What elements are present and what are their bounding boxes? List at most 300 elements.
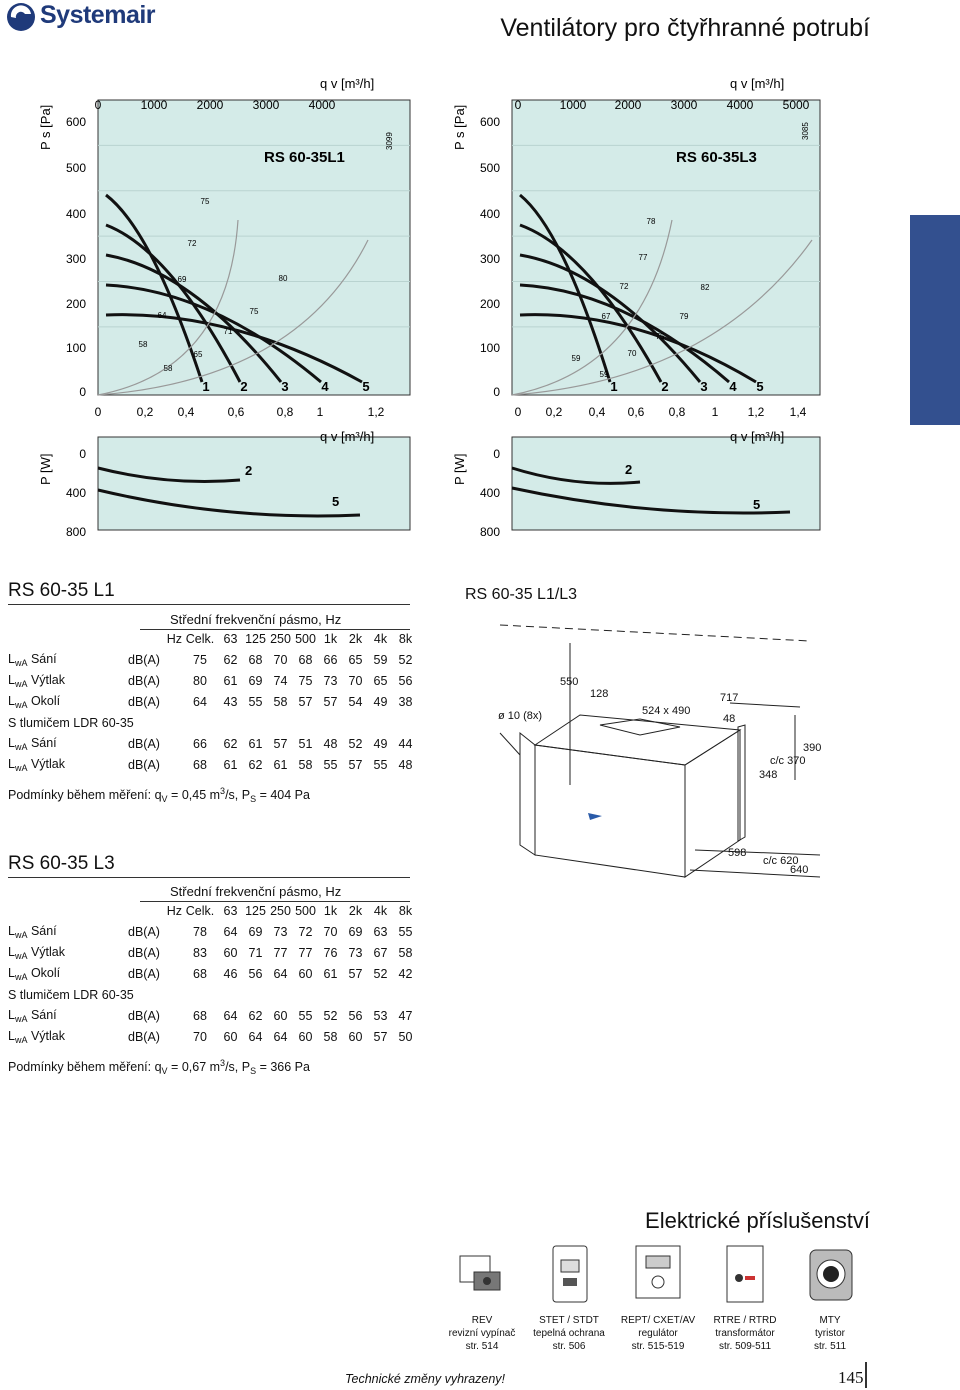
footer-note: Technické změny vyhrazeny! xyxy=(345,1372,506,1386)
value-cell: 57 xyxy=(323,694,338,709)
accessory-page-link: str. 511 xyxy=(813,1341,847,1352)
accessory-name: MTY xyxy=(819,1315,841,1326)
value-cell: 68 xyxy=(193,1008,207,1023)
value-cell: 56 xyxy=(248,966,263,981)
x-top-tick-label: 1000 xyxy=(559,98,587,112)
value-cell: 63 xyxy=(373,924,388,939)
header-cell: 63 xyxy=(223,904,238,918)
value-cell: 62 xyxy=(223,652,238,667)
efficiency-label: 78 xyxy=(646,217,656,226)
unit-cell: dB(A) xyxy=(128,694,160,709)
value-cell: 50 xyxy=(398,1029,413,1044)
y-tick-label: 400 xyxy=(479,207,500,221)
fan-curve-label: 2 xyxy=(661,379,669,394)
unit-cell: dB(A) xyxy=(128,673,160,688)
header-cell: 1k xyxy=(323,632,338,646)
table-row xyxy=(8,942,418,963)
value-cell: 57 xyxy=(373,1029,388,1044)
x-bottom-tick-label: 0,6 xyxy=(627,405,645,419)
divider xyxy=(8,877,410,878)
dimension-label: ø 10 (8x) xyxy=(498,710,543,722)
table-row xyxy=(8,649,418,670)
accessory-name: RTRE / RTRD xyxy=(713,1315,777,1326)
efficiency-label: 72 xyxy=(619,282,629,291)
value-cell: 66 xyxy=(323,652,338,667)
chart-model-title: RS 60-35L3 xyxy=(676,149,757,166)
value-cell: 55 xyxy=(248,694,263,709)
power-y-tick-label: 0 xyxy=(79,447,86,461)
fan-curve-label: 2 xyxy=(240,379,248,394)
header-cell: 4k xyxy=(373,632,388,646)
value-cell: 65 xyxy=(348,652,363,667)
power-y-tick-label: 400 xyxy=(479,486,500,500)
y-tick-label: 100 xyxy=(479,341,500,355)
value-cell: 57 xyxy=(298,694,313,709)
sound-table-l1 xyxy=(8,629,418,775)
efficiency-label: 82 xyxy=(700,283,710,292)
accessory-name: REV xyxy=(471,1315,493,1326)
efficiency-label: 69 xyxy=(177,275,187,284)
header-cell: Celk. xyxy=(185,632,215,646)
value-cell: 77 xyxy=(298,945,313,960)
row-label: $L_{wA}$ Výtlak xyxy=(8,672,65,689)
value-cell: 56 xyxy=(348,1008,363,1023)
y-axis-label: P s [Pa] xyxy=(452,104,467,150)
value-cell: 55 xyxy=(398,924,413,939)
unit-cell: dB(A) xyxy=(128,924,160,939)
chart-code: 3099 xyxy=(385,132,394,150)
value-cell: 61 xyxy=(223,673,238,688)
value-cell: 60 xyxy=(223,945,238,960)
row-label: $L_{wA}$ Sání xyxy=(8,1007,57,1024)
table-header-row xyxy=(8,901,418,921)
power-y-tick-label: 400 xyxy=(65,486,86,500)
header-cell: 1k xyxy=(323,904,338,918)
value-cell: 64 xyxy=(223,924,238,939)
value-cell: 60 xyxy=(348,1029,363,1044)
x-bottom-tick-label: 1 xyxy=(711,405,719,419)
value-cell: 71 xyxy=(248,945,263,960)
fan-curve-label: 3 xyxy=(700,379,708,394)
value-cell: 49 xyxy=(373,694,388,709)
page-number: 145 xyxy=(838,1368,864,1387)
dimension-label: 390 xyxy=(803,742,822,754)
table-row xyxy=(8,963,418,984)
accessory-page-link: str. 515-519 xyxy=(631,1341,685,1352)
header-cell: 500 xyxy=(295,904,316,918)
header-cell: 63 xyxy=(223,632,238,646)
fan-curve-label: 1 xyxy=(202,379,210,394)
efficiency-label: 59 xyxy=(571,354,581,363)
value-cell: 60 xyxy=(298,966,313,981)
value-cell: 73 xyxy=(348,945,363,960)
conditions-l1: Podmínky během měření: $q_V = 0,45$ $m^3/s$, $P_S = 404$ Pa xyxy=(8,786,310,805)
dim-line xyxy=(695,850,820,855)
value-cell: 75 xyxy=(193,652,207,667)
x-top-tick-label: 2000 xyxy=(196,98,224,112)
value-cell: 62 xyxy=(223,736,238,751)
x-bottom-tick-label: 1 xyxy=(316,405,324,419)
regulator-icon xyxy=(628,1242,688,1306)
power-y-tick-label: 800 xyxy=(479,525,500,539)
value-cell: 64 xyxy=(248,1029,263,1044)
unit-cell: dB(A) xyxy=(128,1008,160,1023)
power-x-axis-label: q v [m³/h] xyxy=(730,429,785,444)
x-top-tick-label: 5000 xyxy=(782,98,810,112)
value-cell: 62 xyxy=(248,1008,263,1023)
value-cell: 61 xyxy=(248,736,263,751)
x-top-tick-label: 1000 xyxy=(140,98,168,112)
value-cell: 70 xyxy=(348,673,363,688)
table-header-row xyxy=(8,629,418,649)
junction-box xyxy=(600,719,680,735)
value-cell: 68 xyxy=(248,652,263,667)
table-row xyxy=(8,984,418,1005)
accessory-item xyxy=(613,1242,703,1353)
accessory-name: STET / STDT xyxy=(539,1315,599,1326)
divider xyxy=(8,604,410,605)
value-cell: 60 xyxy=(273,1008,288,1023)
transformer-icon xyxy=(715,1242,775,1306)
efficiency-label: 58 xyxy=(163,364,173,373)
value-cell: 68 xyxy=(298,652,313,667)
value-cell: 70 xyxy=(323,924,338,939)
x-bottom-tick-label: 0,4 xyxy=(588,405,606,419)
power-curve-label: 5 xyxy=(332,494,340,509)
header-cell: 250 xyxy=(270,904,291,918)
thyristor-icon xyxy=(800,1242,860,1306)
dimension-label: 550 xyxy=(560,676,579,688)
fan-curve-label: 1 xyxy=(610,379,618,394)
chart-model-title: RS 60-35L1 xyxy=(264,149,345,166)
y-tick-label: 200 xyxy=(65,297,86,311)
power-x-axis-label: q v [m³/h] xyxy=(320,429,375,444)
value-cell: 52 xyxy=(323,1008,338,1023)
efficiency-label: 65 xyxy=(193,350,203,359)
fan-curve-label: 5 xyxy=(756,379,764,394)
accessory-item xyxy=(700,1242,790,1353)
value-cell: 57 xyxy=(348,757,363,772)
value-cell: 58 xyxy=(398,945,413,960)
accessory-item xyxy=(437,1242,527,1353)
x-bottom-tick-label: 1,4 xyxy=(789,405,807,419)
page-number-bar xyxy=(865,1362,867,1388)
x-top-tick-label: 0 xyxy=(514,98,522,112)
value-cell: 43 xyxy=(223,694,238,709)
fan-curve-label: 5 xyxy=(362,379,370,394)
outlet-flange xyxy=(738,725,745,841)
header-cell: 2k xyxy=(348,904,363,918)
y-tick-label: 300 xyxy=(479,252,500,266)
value-cell: 83 xyxy=(193,945,207,960)
header-cell: Hz xyxy=(166,632,182,646)
accessory-description: tepelná ochrana xyxy=(533,1328,605,1339)
accessory-page-link: str. 506 xyxy=(552,1341,586,1352)
value-cell: 60 xyxy=(298,1029,313,1044)
power-y-tick-label: 800 xyxy=(65,525,86,539)
value-cell: 64 xyxy=(273,966,288,981)
value-cell: 69 xyxy=(248,673,263,688)
value-cell: 47 xyxy=(398,1008,413,1023)
row-label: $L_{wA}$ Sání xyxy=(8,651,57,668)
header-cell: Hz xyxy=(166,904,182,918)
value-cell: 38 xyxy=(398,694,413,709)
unit-cell: dB(A) xyxy=(128,652,160,667)
y-axis-label: P s [Pa] xyxy=(38,104,53,150)
unit-cell: dB(A) xyxy=(128,945,160,960)
accessory-item xyxy=(785,1242,875,1353)
efficiency-label: 70 xyxy=(627,349,637,358)
power-plot-area xyxy=(98,437,410,530)
accessory-page-link: str. 514 xyxy=(465,1341,499,1352)
thermal-protection-icon xyxy=(539,1242,599,1306)
power-curve-label: 5 xyxy=(753,497,761,512)
unit-cell: dB(A) xyxy=(128,1029,160,1044)
airflow-arrow-icon xyxy=(588,813,602,820)
header-cell: 500 xyxy=(295,632,316,646)
x-top-tick-label: 4000 xyxy=(308,98,336,112)
value-cell: 61 xyxy=(323,966,338,981)
fan-box-front xyxy=(535,745,685,877)
power-plot-area xyxy=(512,437,820,530)
header-cell: 8k xyxy=(398,904,413,918)
section-l3-title: RS 60-35 L3 xyxy=(8,853,115,874)
efficiency-label: 77 xyxy=(638,253,648,262)
dimension-label: 598 xyxy=(728,847,747,859)
table-row xyxy=(8,712,418,733)
value-cell: 68 xyxy=(193,966,207,981)
x-top-tick-label: 3000 xyxy=(670,98,698,112)
value-cell: 52 xyxy=(348,736,363,751)
value-cell: 60 xyxy=(223,1029,238,1044)
y-tick-label: 400 xyxy=(65,207,86,221)
row-label: $L_{wA}$ Sání xyxy=(8,735,57,752)
y-tick-label: 600 xyxy=(65,115,86,129)
chart-code: 3085 xyxy=(801,122,810,140)
fan-curve-label: 4 xyxy=(321,379,329,394)
efficiency-label: 75 xyxy=(249,307,259,316)
table-row xyxy=(8,733,418,754)
x-bottom-tick-label: 0 xyxy=(514,405,522,419)
power-curve-label: 2 xyxy=(245,463,253,478)
power-y-tick-label: 0 xyxy=(493,447,500,461)
value-cell: 65 xyxy=(373,673,388,688)
header-cell: 8k xyxy=(398,632,413,646)
table-row xyxy=(8,921,418,942)
accessory-description: revizní vypínač xyxy=(448,1328,516,1339)
dimension-label: 48 xyxy=(723,713,736,725)
value-cell: 69 xyxy=(348,924,363,939)
value-cell: 55 xyxy=(323,757,338,772)
value-cell: 59 xyxy=(373,652,388,667)
power-y-axis-label: P [W] xyxy=(452,453,467,485)
row-label: $L_{wA}$ Výtlak xyxy=(8,944,65,961)
value-cell: 58 xyxy=(323,1029,338,1044)
value-cell: 78 xyxy=(193,924,207,939)
dimension-label: 128 xyxy=(590,688,609,700)
fan-curve-label: 4 xyxy=(729,379,737,394)
table-row xyxy=(8,1005,418,1026)
y-tick-label: 500 xyxy=(479,161,500,175)
x-top-tick-label: 4000 xyxy=(726,98,754,112)
value-cell: 61 xyxy=(223,757,238,772)
accessory-name: REPT/ CXET/AV xyxy=(620,1315,696,1326)
x-bottom-tick-label: 0,8 xyxy=(276,405,294,419)
efficiency-label: 58 xyxy=(138,340,148,349)
dimension-label: 524 x 490 xyxy=(642,705,691,717)
value-cell: 67 xyxy=(373,945,388,960)
value-cell: 68 xyxy=(193,757,207,772)
leader-line xyxy=(500,733,520,755)
drawing-title: RS 60-35 L1/L3 xyxy=(465,586,578,603)
x-bottom-tick-label: 0,4 xyxy=(177,405,195,419)
brand-name: Systemair xyxy=(40,1,156,29)
value-cell: 62 xyxy=(248,757,263,772)
unit-cell: dB(A) xyxy=(128,736,160,751)
row-label: $L_{wA}$ Sání xyxy=(8,923,57,940)
value-cell: 75 xyxy=(298,673,313,688)
efficiency-label: 72 xyxy=(187,239,197,248)
value-cell: 64 xyxy=(223,1008,238,1023)
efficiency-label: 75 xyxy=(200,197,210,206)
x-bottom-tick-label: 0,8 xyxy=(668,405,686,419)
header-cell: 250 xyxy=(270,632,291,646)
value-cell: 49 xyxy=(373,736,388,751)
fan-curve-label: 3 xyxy=(281,379,289,394)
row-label: $L_{wA}$ Výtlak xyxy=(8,756,65,773)
efficiency-label: 71 xyxy=(223,327,233,336)
unit-cell: dB(A) xyxy=(128,757,160,772)
value-cell: 70 xyxy=(273,652,288,667)
dimension-label: c/c 370 xyxy=(770,755,806,767)
value-cell: 55 xyxy=(298,1008,313,1023)
accessories-title: Elektrické příslušenství xyxy=(645,1208,870,1233)
value-cell: 56 xyxy=(398,673,413,688)
value-cell: 76 xyxy=(323,945,338,960)
row-label: $L_{wA}$ Okolí xyxy=(8,965,61,982)
table-row xyxy=(8,754,418,775)
value-cell: 42 xyxy=(398,966,413,981)
accessory-item xyxy=(524,1242,614,1353)
value-cell: 58 xyxy=(273,694,288,709)
value-cell: 54 xyxy=(348,694,363,709)
y-tick-label: 0 xyxy=(493,385,500,399)
value-cell: 57 xyxy=(348,966,363,981)
x-bottom-tick-label: 1,2 xyxy=(367,405,385,419)
x-top-tick-label: 3000 xyxy=(252,98,280,112)
header-cell: 125 xyxy=(245,632,266,646)
y-tick-label: 300 xyxy=(65,252,86,266)
header-cell: 4k xyxy=(373,904,388,918)
power-curve-label: 2 xyxy=(625,462,633,477)
value-cell: 64 xyxy=(273,1029,288,1044)
value-cell: 73 xyxy=(323,673,338,688)
systemair-logo xyxy=(6,2,156,34)
table-row xyxy=(8,1026,418,1047)
accessory-description: regulátor xyxy=(638,1328,678,1339)
value-cell: 66 xyxy=(193,736,207,751)
value-cell: 48 xyxy=(323,736,338,751)
y-tick-label: 500 xyxy=(65,161,86,175)
efficiency-label: 64 xyxy=(157,311,167,320)
unit-cell: dB(A) xyxy=(128,966,160,981)
accessory-page-link: str. 509-511 xyxy=(718,1341,772,1352)
y-tick-label: 600 xyxy=(479,115,500,129)
switch-icon xyxy=(452,1242,512,1306)
x-top-tick-label: 2000 xyxy=(614,98,642,112)
efficiency-label: 80 xyxy=(278,274,288,283)
header-cell: 125 xyxy=(245,904,266,918)
y-tick-label: 0 xyxy=(79,385,86,399)
efficiency-label: 75 xyxy=(655,332,665,341)
value-cell: 53 xyxy=(373,1008,388,1023)
efficiency-label: 67 xyxy=(601,312,611,321)
y-tick-label: 200 xyxy=(479,297,500,311)
value-cell: 74 xyxy=(273,673,288,688)
accessory-description: transformátor xyxy=(715,1328,775,1339)
dimension-label: 640 xyxy=(790,864,809,876)
centerline xyxy=(500,625,810,641)
value-cell: 80 xyxy=(193,673,207,688)
row-label: S tlumičem LDR 60-35 xyxy=(8,715,134,730)
conditions-l3: Podmínky během měření: $q_V = 0,67$ $m^3/s$, $P_S = 366$ Pa xyxy=(8,1058,310,1077)
fan-box-top xyxy=(535,715,740,765)
dimension-label: 348 xyxy=(759,769,778,781)
row-label: $L_{wA}$ Okolí xyxy=(8,693,61,710)
x-bottom-tick-label: 0,2 xyxy=(136,405,154,419)
value-cell: 57 xyxy=(273,736,288,751)
x-bottom-tick-label: 0 xyxy=(94,405,102,419)
value-cell: 72 xyxy=(298,924,313,939)
value-cell: 44 xyxy=(398,736,413,751)
value-cell: 55 xyxy=(373,757,388,772)
y-tick-label: 100 xyxy=(65,341,86,355)
dim-line xyxy=(730,703,800,707)
fan-performance-charts xyxy=(0,60,960,550)
x-bottom-tick-label: 1,2 xyxy=(747,405,765,419)
value-cell: 46 xyxy=(223,966,238,981)
dimension-label: 717 xyxy=(720,692,739,704)
sound-table-l3 xyxy=(8,901,418,1047)
header-cell: Celk. xyxy=(185,904,215,918)
page-title: Ventilátory pro čtyřhranné potrubí xyxy=(500,14,870,42)
efficiency-label: 59 xyxy=(599,370,609,379)
value-cell: 70 xyxy=(193,1029,207,1044)
band-header: Střední frekvenční pásmo, Hz xyxy=(170,884,342,899)
power-y-axis-label: P [W] xyxy=(38,453,53,485)
value-cell: 51 xyxy=(298,736,313,751)
value-cell: 61 xyxy=(273,757,288,772)
value-cell: 58 xyxy=(298,757,313,772)
band-header: Střední frekvenční pásmo, Hz xyxy=(170,612,342,627)
dimension-label: c/c 620 xyxy=(763,855,799,867)
x-bottom-tick-label: 0,6 xyxy=(227,405,245,419)
efficiency-label: 79 xyxy=(679,312,689,321)
table-row xyxy=(8,670,418,691)
x-bottom-tick-label: 0,2 xyxy=(545,405,563,419)
value-cell: 48 xyxy=(398,757,413,772)
accessory-description: tyristor xyxy=(815,1328,845,1339)
value-cell: 69 xyxy=(248,924,263,939)
section-l1-title: RS 60-35 L1 xyxy=(8,580,115,601)
value-cell: 52 xyxy=(398,652,413,667)
value-cell: 52 xyxy=(373,966,388,981)
x-top-tick-label: 0 xyxy=(94,98,102,112)
logo-icon xyxy=(6,2,36,32)
x-axis-label: q v [m³/h] xyxy=(730,76,785,91)
value-cell: 73 xyxy=(273,924,288,939)
table-row xyxy=(8,691,418,712)
